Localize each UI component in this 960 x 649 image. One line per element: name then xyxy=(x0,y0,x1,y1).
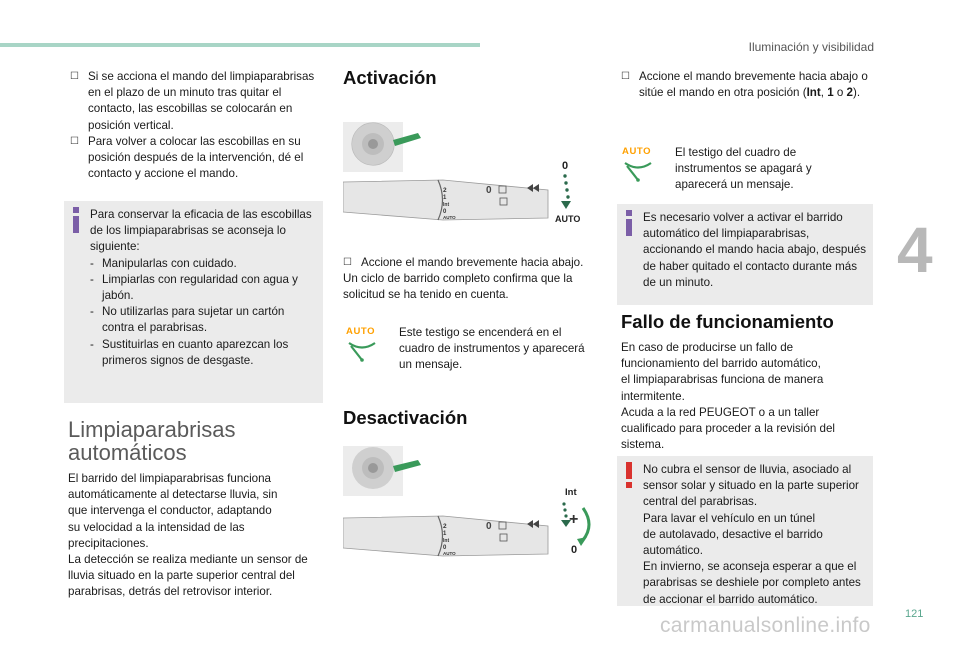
position-zero-label: 0 xyxy=(571,544,578,556)
svg-text:2: 2 xyxy=(443,523,447,530)
header-bar xyxy=(0,43,480,47)
list-item: - No utilizarlas para sujetar un cartón contra el parabrisas. xyxy=(90,305,285,335)
svg-text:AUTO: AUTO xyxy=(443,215,456,220)
checkbox-icon: ☐ xyxy=(343,257,352,268)
checkbox-icon: ☐ xyxy=(70,71,79,82)
checkbox-icon: ☐ xyxy=(621,71,630,82)
watermark: carmanualsonline.info xyxy=(660,614,871,637)
position-zero-label: 0 xyxy=(562,160,569,172)
svg-text:1: 1 xyxy=(443,531,447,537)
left-bullets xyxy=(70,69,324,182)
warning-box: No cubra el sensor de lluvia, asociado al sensor solar y situado en la parte superior central del parabrisas. Para lavar el vehículo en un túnel de autolavado, desactive el barrido automático. En invierno, se aconseja esperar a que el parabrisas se deshiele por completo antes de accionar el barrido automático. xyxy=(617,456,873,606)
deactivation-lamp-text: El testigo del cuadro de instrumentos se apagará y aparecerá un mensaje. xyxy=(675,146,812,192)
bullet-item: ☐ Si se acciona el mando del limpiaparabrisas en el plazo de un minuto tras quitar el contacto, las escobillas se colocarán en posición vertical. xyxy=(70,69,324,134)
auto-wiper-warning-icon xyxy=(623,160,653,182)
fault-body: En caso de producirse un fallo de funcionamiento del barrido automático, el limpiaparabrisas funciona de manera intermitente. Acuda a la red PEUGEOT o a un taller cualificado para proceder a la revisión del sistema. xyxy=(621,341,835,452)
svg-text:Int: Int xyxy=(443,538,450,544)
bullet-item: ☐ Para volver a colocar las escobillas en su posición después de la intervención, dé el contacto y accione el mando. xyxy=(70,134,324,183)
info-icon xyxy=(625,210,633,236)
auto-lamp-label: AUTO xyxy=(346,326,376,337)
warning-icon xyxy=(625,462,633,488)
right-bullet: ☐ Accione el mando brevemente hacia abajo o sitúe el mando en otra posición (Int, 1 o 2). xyxy=(621,69,881,101)
svg-text:1: 1 xyxy=(443,195,447,201)
list-item: - Limpiarlas con regularidad con agua y jabón. xyxy=(90,272,298,303)
info-box-reactivate: Es necesario volver a activar el barrido automático del limpiaparabrisas, accionando el mando hacia abajo, después de haber quitado el contacto durante más de un minuto. xyxy=(617,204,873,305)
svg-text:0: 0 xyxy=(486,185,492,196)
svg-text:0: 0 xyxy=(443,545,447,551)
position-auto-label: AUTO xyxy=(555,214,581,224)
section-title: Limpiaparabrisas automáticos xyxy=(68,417,236,465)
list-item: - Manipularlas con cuidado. xyxy=(90,256,237,270)
list-item: - Sustituirlas en cuanto aparezcan los primeros signos de desgaste. xyxy=(90,337,289,367)
chapter-number: 4 xyxy=(897,214,933,286)
activation-title: Activación xyxy=(343,67,437,88)
deactivation-title: Desactivación xyxy=(343,407,468,428)
page-number: 121 xyxy=(905,608,924,620)
svg-text:0: 0 xyxy=(486,521,492,532)
left-body: El barrido del limpiaparabrisas funciona automáticamente al detectarse lluvia, sin que intervenga el conductor, adaptando su velocidad a la intensidad de las precipitaciones. La detección se realiza mediante un sensor de lluvia situado en la parte superior central del parabrisas, detrás del retrovisor interior. xyxy=(68,472,308,599)
svg-text:AUTO: AUTO xyxy=(443,551,456,556)
svg-text:2: 2 xyxy=(443,187,447,194)
info-box-care: Para conservar la eficacia de las escobillas de los limpiaparabrisas se aconseja lo siguiente: - Manipularlas con cuidado. - Limpiarlas con regularidad con agua y jabón. - No utilizarlas para sujetar un cartón contra el parabrisas. - Sustituirlas en cuanto aparezcan los primeros signos de desgaste. xyxy=(64,201,323,403)
auto-wiper-warning-icon xyxy=(347,340,377,362)
auto-lamp-label: AUTO xyxy=(622,146,652,157)
position-int-label: Int xyxy=(565,487,577,498)
svg-text:0: 0 xyxy=(443,209,447,215)
svg-text:Int: Int xyxy=(443,202,450,208)
checkbox-icon: ☐ xyxy=(70,135,79,147)
info-icon xyxy=(72,207,80,233)
wiper-stalk-deactivation-figure xyxy=(343,440,593,570)
header-title: Iluminación y visibilidad xyxy=(748,40,874,54)
svg-text:+: + xyxy=(569,511,579,528)
activation-text: ☐ Accione el mando brevemente hacia abajo. Un ciclo de barrido completo confirma que la solicitud se ha tenido en cuenta. xyxy=(343,256,584,302)
activation-lamp-text: Este testigo se encenderá en el cuadro de instrumentos y aparecerá un mensaje. xyxy=(399,326,585,372)
fault-title: Fallo de funcionamiento xyxy=(621,311,834,332)
